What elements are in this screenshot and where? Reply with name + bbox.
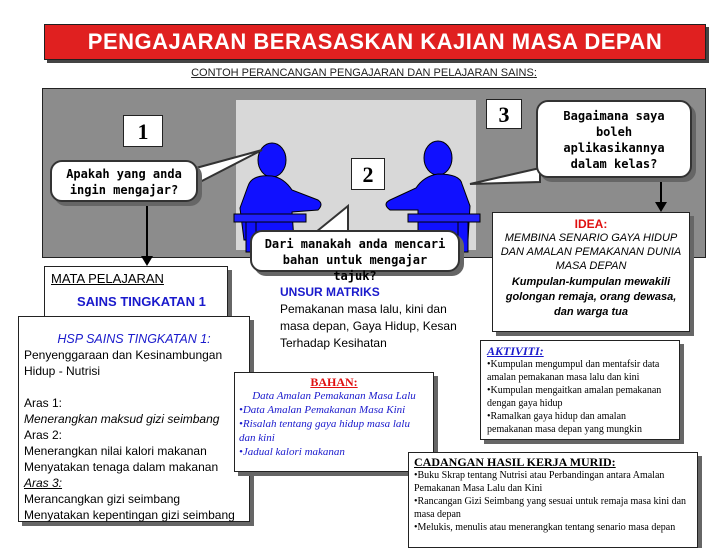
hsp-line-4: Menerangkan maksud gizi seimbang	[24, 412, 220, 426]
hsp-line-8: Aras 3:	[24, 476, 63, 490]
aktiviti-item-3: •Ramalkan gaya hidup dan amalan pemakanan masa depan yang mungkin	[487, 411, 642, 435]
cadangan-box	[408, 452, 698, 548]
bahan-box	[234, 372, 434, 472]
bahan-item-2: •Data Amalan Pemakanan Masa Kini	[239, 404, 406, 416]
arrow-head-3	[655, 202, 667, 212]
number-box-2: 2	[351, 158, 385, 190]
unsur-matriks-text: Pemakanan masa lalu, kini dan masa depan, Gaya Hidup, Kesan Terhadap Kesihatan	[280, 302, 457, 350]
bahan-title: BAHAN:	[310, 375, 358, 389]
hsp-box	[18, 316, 250, 522]
bubble-question-1: Apakah yang anda ingin mengajar?	[50, 160, 198, 202]
bahan-item-2-text: Data Amalan Pemakanan Masa Kini	[242, 404, 406, 416]
bahan-item-4: •Jadual kalori makanan	[239, 446, 345, 458]
arrow-head-1	[141, 256, 153, 266]
bahan-item-1: Data Amalan Pemakanan Masa Lalu	[252, 390, 416, 402]
hsp-line-3: Aras 1:	[24, 396, 63, 410]
aktiviti-item-2: •Kumpulan mengaitkan amalan pemakanan dengan gaya hidup	[487, 385, 662, 409]
bubble-1-tail	[196, 150, 262, 184]
page-title: PENGAJARAN BERASASKAN KAJIAN MASA DEPAN	[87, 29, 663, 54]
subtitle-text: CONTOH PERANCANGAN PENGAJARAN DAN PELAJARAN SAINS	[191, 67, 534, 79]
bahan-item-3: •Risalah tentang gaya hidup masa lalu dan kini	[239, 418, 410, 444]
cadangan-item-2-text: Rancangan Gizi Seimbang yang sesuai untuk remaja masa kini dan masa depan	[414, 496, 687, 520]
hsp-line-7: Menyatakan tenaga dalam makanan	[24, 460, 219, 474]
cadangan-item-3: •Melukis, menulis atau menerangkan tentang senario masa depan	[414, 522, 676, 533]
hsp-title: HSP SAINS TINGKATAN 1:	[57, 332, 211, 346]
aktiviti-item-2-text: Kumpulan mengaitkan amalan pemakanan dengan gaya hidup	[487, 385, 662, 409]
aktiviti-item-1: •Kumpulan mengumpul dan mentafsir data amalan pemakanan masa lalu dan kini	[487, 359, 660, 383]
hsp-line-6: Menerangkan nilai kalori makanan	[24, 444, 207, 458]
idea-box	[492, 212, 690, 332]
mata-pelajaran-value: SAINS TINGKATAN 1	[77, 294, 206, 309]
aktiviti-title: AKTIVITI:	[487, 344, 544, 358]
subtitle-colon: :	[533, 67, 537, 79]
cadangan-item-1: •Buku Skrap tentang Nutrisi atau Perbandingan antara Amalan Pemakanan Masa Lalu dan Kini	[414, 470, 665, 494]
hsp-line-2	[24, 379, 244, 395]
hsp-line-1: Penyenggaraan dan Kesinambungan Hidup - Nutrisi	[24, 348, 223, 378]
mata-pelajaran-box	[44, 266, 228, 318]
number-box-3: 3	[486, 99, 522, 129]
bubble-3-tail	[470, 168, 540, 184]
bubble-2-tail	[316, 206, 348, 232]
mata-pelajaran-label: MATA PELAJARAN	[51, 271, 164, 286]
unsur-matriks-box	[276, 284, 472, 374]
hsp-line-5: Aras 2:	[24, 428, 63, 442]
idea-line-2: Kumpulan-kumpulan mewakili golongan remaja, orang dewasa, dan warga tua	[505, 276, 677, 318]
aktiviti-item-1-text: Kumpulan mengumpul dan mentafsir data amalan pemakanan masa lalu dan kini	[487, 359, 660, 383]
bahan-item-3-text: Risalah tentang gaya hidup masa lalu dan kini	[239, 418, 410, 444]
idea-line-1: MEMBINA SENARIO GAYA HIDUP DAN AMALAN PEMAKANAN DUNIA MASA DEPAN	[500, 232, 682, 272]
hsp-line-10: Menyatakan kepentingan gizi seimbang	[24, 508, 235, 522]
aktiviti-item-3-text: Ramalkan gaya hidup dan amalan pemakanan masa depan yang mungkin	[487, 411, 642, 435]
aktiviti-box	[480, 340, 680, 440]
bahan-item-4-text: Jadual kalori makanan	[242, 446, 345, 458]
cadangan-item-1-text: Buku Skrap tentang Nutrisi atau Perbandingan antara Amalan Pemakanan Masa Lalu dan Kini	[414, 470, 665, 494]
cadangan-item-3-text: Melukis, menulis atau menerangkan tentang senario masa depan	[417, 522, 676, 533]
bubble-question-3: Bagaimana saya boleh aplikasikannya dalam kelas?	[536, 100, 692, 178]
cadangan-title: CADANGAN HASIL KERJA MURID:	[414, 455, 616, 469]
cadangan-item-2: •Rancangan Gizi Seimbang yang sesuai untuk remaja masa kini dan masa depan	[414, 496, 687, 520]
number-box-1: 1	[123, 115, 163, 147]
unsur-matriks-title: UNSUR MATRIKS	[280, 285, 380, 299]
hsp-line-9: Merancangkan gizi seimbang	[24, 492, 181, 506]
idea-title: IDEA:	[574, 217, 608, 231]
bubble-question-2: Dari manakah anda mencari bahan untuk mengajar tajuk?	[250, 230, 460, 272]
